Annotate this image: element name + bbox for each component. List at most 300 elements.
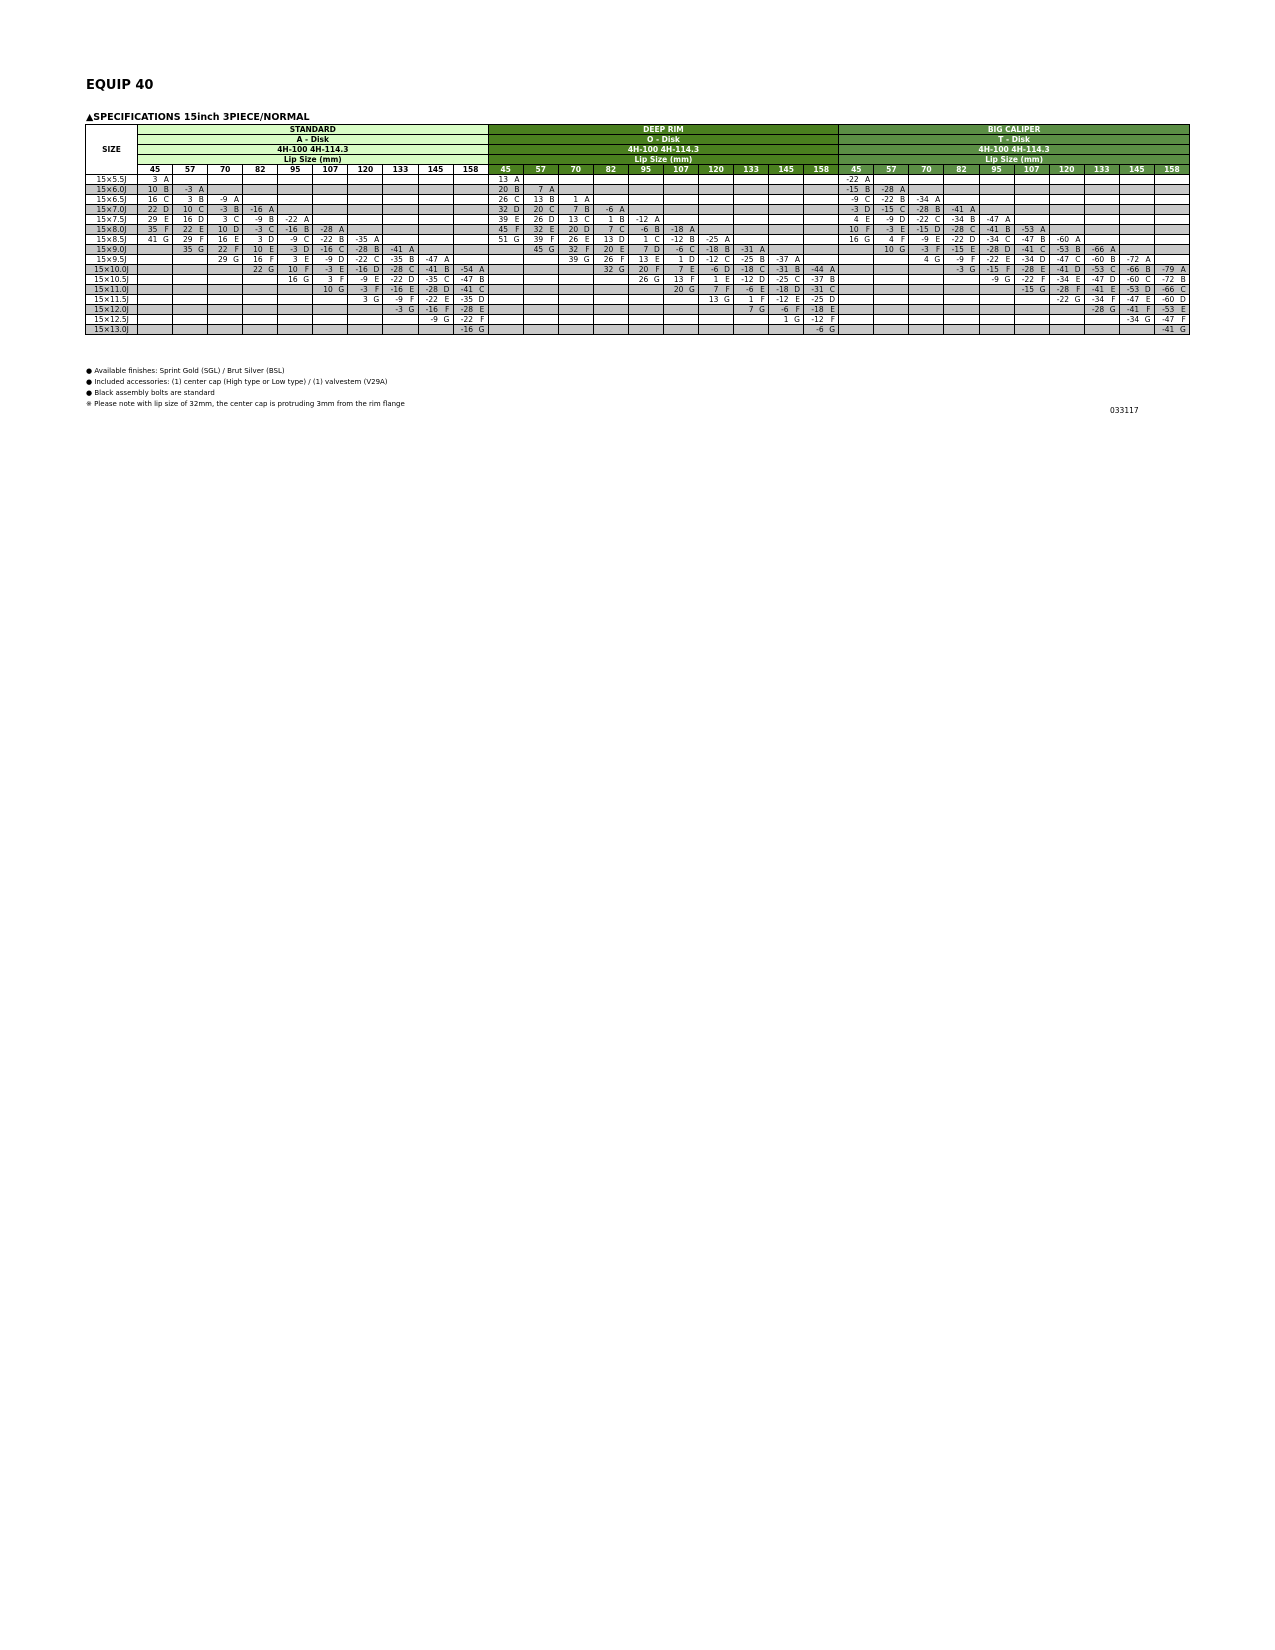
offset-cell: [208, 215, 243, 225]
disk-letter: B: [759, 255, 765, 264]
offset-value: -22: [390, 275, 403, 284]
offset-value: 10: [218, 225, 228, 234]
offset-cell: [804, 185, 839, 195]
offset-cell: [769, 245, 804, 255]
table-row: [86, 215, 1190, 225]
offset-value: -28: [1091, 305, 1105, 314]
offset-cell: [173, 265, 208, 275]
disk-letter: A: [479, 265, 485, 274]
disk-letter: G: [303, 275, 310, 284]
offset-value: -18: [776, 285, 789, 294]
offset-cell: [1084, 285, 1119, 295]
disk-letter: D: [478, 295, 485, 304]
offset-cell: [348, 265, 383, 275]
offset-cell: [1014, 185, 1049, 195]
offset-cell: [1049, 205, 1084, 215]
offset-value: -31: [741, 245, 754, 254]
disk-letter: E: [830, 305, 836, 314]
offset-value: -3: [921, 245, 929, 254]
offset-cell: [628, 275, 663, 285]
disk-letter: G: [163, 235, 169, 244]
offset-value: -35: [390, 255, 403, 264]
disk-letter: C: [1075, 255, 1081, 264]
offset-cell: [804, 255, 839, 265]
offset-cell: [1119, 285, 1154, 295]
offset-cell: [418, 245, 453, 255]
offset-cell: [523, 235, 558, 245]
offset-cell: [804, 315, 839, 325]
offset-value: -18: [706, 245, 719, 254]
offset-cell: [909, 265, 944, 275]
offset-cell: [874, 325, 909, 335]
offset-value: -60: [1091, 255, 1105, 264]
offset-cell: [979, 245, 1014, 255]
offset-value: -22: [1021, 275, 1034, 284]
disk-letter: E: [444, 295, 450, 304]
offset-cell: [418, 175, 453, 185]
offset-cell: [558, 325, 593, 335]
offset-cell: [243, 315, 278, 325]
offset-value: -22: [460, 315, 473, 324]
offset-value: -6: [816, 325, 824, 334]
offset-cell: [593, 315, 628, 325]
lip-size-deep-107: 107: [663, 165, 698, 175]
offset-cell: [278, 255, 313, 265]
offset-cell: [558, 265, 593, 275]
disk-letter: G: [443, 315, 450, 324]
offset-cell: [348, 215, 383, 225]
offset-cell: [1014, 245, 1049, 255]
offset-cell: [699, 225, 734, 235]
disk-letter: G: [583, 255, 590, 264]
offset-cell: [734, 225, 769, 235]
offset-cell: [909, 225, 944, 235]
offset-cell: [734, 195, 769, 205]
offset-cell: [1154, 235, 1189, 245]
offset-cell: [558, 225, 593, 235]
offset-cell: [1154, 275, 1189, 285]
disk-letter: E: [619, 245, 625, 254]
offset-cell: [453, 315, 488, 325]
offset-cell: [1084, 305, 1119, 315]
offset-cell: [839, 315, 874, 325]
offset-value: -6: [746, 285, 754, 294]
disk-letter: E: [374, 275, 380, 284]
offset-value: 32: [533, 225, 544, 234]
disk-letter: A: [303, 215, 310, 224]
offset-cell: [138, 295, 173, 305]
offset-value: -3: [886, 225, 894, 234]
offset-value: -60: [1056, 235, 1070, 244]
offset-cell: [313, 185, 348, 195]
offset-cell: [769, 295, 804, 305]
offset-value: -28: [1056, 285, 1070, 294]
disk-letter: E: [760, 285, 765, 294]
disk-letter: D: [618, 235, 625, 244]
offset-cell: [488, 305, 523, 315]
offset-cell: [523, 175, 558, 185]
offset-cell: [243, 245, 278, 255]
offset-value: 45: [498, 225, 509, 234]
disk-letter: A: [584, 195, 590, 204]
offset-cell: [804, 295, 839, 305]
lip-size-deep-45: 45: [488, 165, 523, 175]
offset-cell: [488, 225, 523, 235]
offset-value: 1: [608, 215, 614, 224]
disk-letter: D: [198, 215, 204, 224]
offset-cell: [1154, 265, 1189, 275]
offset-cell: [243, 325, 278, 335]
offset-cell: [944, 315, 979, 325]
offset-value: 3: [187, 195, 193, 204]
disk-letter: C: [689, 245, 695, 254]
disk-letter: A: [970, 205, 976, 214]
offset-cell: [1049, 305, 1084, 315]
offset-cell: [418, 275, 453, 285]
note-item: ※ Please note with lip size of 32mm, the center cap is protruding 3mm from the rim flange: [86, 400, 405, 408]
offset-value: -66: [1091, 245, 1105, 254]
offset-cell: [663, 285, 698, 295]
disk-letter: A: [1005, 215, 1011, 224]
offset-value: -22: [320, 235, 333, 244]
disk-letter: C: [1005, 235, 1011, 244]
disk-letter: E: [900, 225, 906, 234]
disk-letter: D: [443, 285, 450, 294]
disk-letter: C: [409, 265, 415, 274]
lip-size-standard-145: 145: [418, 165, 453, 175]
offset-cell: [348, 285, 383, 295]
lip-size-standard-107: 107: [313, 165, 348, 175]
offset-value: -79: [1162, 265, 1175, 274]
offset-cell: [558, 185, 593, 195]
offset-cell: [348, 315, 383, 325]
disk-letter: E: [1110, 285, 1116, 294]
offset-cell: [804, 265, 839, 275]
disk-letter: E: [970, 245, 976, 254]
group-disk-deep: O - Disk: [488, 135, 839, 145]
offset-value: -31: [776, 265, 789, 274]
disk-letter: E: [690, 265, 695, 274]
offset-cell: [593, 175, 628, 185]
offset-cell: [979, 285, 1014, 295]
disk-letter: D: [513, 205, 520, 214]
offset-cell: [418, 315, 453, 325]
offset-value: -37: [811, 275, 824, 284]
offset-cell: [278, 285, 313, 295]
offset-cell: [1084, 325, 1119, 335]
offset-cell: [734, 235, 769, 245]
lip-size-label-standard: Lip Size (mm): [138, 155, 489, 165]
lip-size-deep-57: 57: [523, 165, 558, 175]
offset-value: -9: [325, 255, 333, 264]
disk-letter: B: [724, 245, 730, 254]
offset-cell: [699, 325, 734, 335]
offset-cell: [1154, 185, 1189, 195]
disk-letter: B: [444, 265, 450, 274]
offset-cell: [453, 235, 488, 245]
offset-cell: [313, 325, 348, 335]
offset-value: -34: [1126, 315, 1140, 324]
disk-letter: D: [373, 265, 380, 274]
offset-cell: [313, 305, 348, 315]
offset-cell: [874, 195, 909, 205]
disk-letter: C: [794, 275, 800, 284]
offset-cell: [523, 195, 558, 205]
offset-cell: [1154, 205, 1189, 215]
disk-letter: A: [409, 245, 415, 254]
offset-cell: [944, 175, 979, 185]
offset-cell: [138, 265, 173, 275]
disk-letter: A: [339, 225, 345, 234]
disk-letter: A: [444, 255, 450, 264]
disk-letter: E: [725, 275, 730, 284]
disk-letter: F: [515, 225, 520, 234]
row-size: 15×9.5J: [86, 255, 138, 265]
offset-cell: [208, 265, 243, 275]
lip-size-big-158: 158: [1154, 165, 1189, 175]
offset-cell: [1154, 215, 1189, 225]
offset-value: -41: [986, 225, 999, 234]
offset-cell: [1119, 325, 1154, 335]
offset-cell: [173, 185, 208, 195]
offset-value: -18: [741, 265, 754, 274]
offset-cell: [138, 235, 173, 245]
offset-value: 20: [638, 265, 649, 274]
offset-cell: [804, 275, 839, 285]
disk-letter: G: [1144, 315, 1151, 324]
offset-cell: [804, 205, 839, 215]
disk-letter: G: [934, 255, 941, 264]
offset-cell: [944, 305, 979, 315]
offset-cell: [593, 305, 628, 315]
offset-cell: [944, 205, 979, 215]
offset-cell: [979, 205, 1014, 215]
row-size: 15×7.0J: [86, 205, 138, 215]
disk-letter: A: [864, 175, 871, 184]
offset-value: 4: [853, 215, 859, 224]
disk-letter: D: [1039, 255, 1046, 264]
header-row: [86, 145, 1190, 155]
offset-cell: [1049, 295, 1084, 305]
offset-cell: [628, 245, 663, 255]
offset-cell: [1049, 325, 1084, 335]
disk-letter: F: [725, 285, 730, 294]
offset-cell: [593, 205, 628, 215]
offset-value: -28: [390, 265, 403, 274]
offset-cell: [1154, 285, 1189, 295]
offset-value: -53: [1021, 225, 1034, 234]
disk-letter: E: [1040, 265, 1046, 274]
offset-value: -47: [1091, 275, 1105, 284]
offset-cell: [839, 295, 874, 305]
disk-letter: D: [303, 245, 310, 254]
offset-cell: [173, 225, 208, 235]
header-row-group: [86, 125, 1190, 135]
offset-value: -6: [675, 245, 684, 254]
offset-cell: [663, 265, 698, 275]
table-row: [86, 295, 1190, 305]
offset-cell: [874, 315, 909, 325]
disk-letter: F: [830, 315, 836, 324]
disk-letter: E: [1145, 295, 1151, 304]
offset-cell: [523, 325, 558, 335]
offset-cell: [944, 275, 979, 285]
offset-cell: [909, 215, 944, 225]
offset-cell: [1119, 315, 1154, 325]
offset-value: -53: [1126, 285, 1140, 294]
row-size: 15×11.0J: [86, 285, 138, 295]
offset-value: 32: [498, 205, 509, 214]
lip-size-big-82: 82: [944, 165, 979, 175]
offset-cell: [173, 275, 208, 285]
offset-cell: [1084, 315, 1119, 325]
offset-value: 13: [708, 295, 719, 304]
disk-letter: F: [865, 225, 871, 234]
offset-cell: [1049, 235, 1084, 245]
row-size: 15×12.5J: [86, 315, 138, 325]
offset-cell: [348, 225, 383, 235]
offset-cell: [1084, 245, 1119, 255]
offset-cell: [173, 325, 208, 335]
offset-cell: [208, 315, 243, 325]
offset-cell: [243, 205, 278, 215]
table-row: [86, 245, 1190, 255]
disk-letter: G: [548, 245, 555, 254]
offset-value: -9: [220, 195, 228, 204]
offset-value: -3: [360, 285, 368, 294]
disk-letter: D: [724, 265, 730, 274]
offset-cell: [1049, 225, 1084, 235]
offset-value: 3: [363, 295, 368, 304]
table-row: [86, 315, 1190, 325]
offset-cell: [874, 185, 909, 195]
offset-cell: [663, 185, 698, 195]
offset-cell: [769, 285, 804, 295]
offset-cell: [383, 245, 418, 255]
offset-cell: [558, 235, 593, 245]
offset-cell: [874, 215, 909, 225]
notes-list: [86, 366, 405, 410]
lip-size-big-133: 133: [1084, 165, 1119, 175]
offset-cell: [383, 275, 418, 285]
offset-cell: [769, 315, 804, 325]
offset-value: 32: [568, 245, 579, 254]
offset-cell: [1014, 305, 1049, 315]
offset-cell: [839, 175, 874, 185]
offset-value: -41: [1091, 285, 1105, 294]
disk-letter: A: [198, 185, 204, 194]
offset-cell: [874, 295, 909, 305]
note-item: ● Included accessories: (1) center cap (High type or Low type) / (1) valvestem (V29A): [86, 378, 388, 386]
disk-letter: D: [583, 225, 590, 234]
disk-letter: C: [268, 225, 275, 234]
offset-cell: [208, 195, 243, 205]
offset-cell: [208, 305, 243, 315]
offset-cell: [348, 235, 383, 245]
disk-letter: F: [409, 295, 415, 304]
disk-letter: G: [899, 245, 906, 254]
offset-cell: [383, 295, 418, 305]
offset-cell: [839, 325, 874, 335]
disk-letter: F: [269, 255, 275, 264]
offset-value: -44: [811, 265, 824, 274]
disk-letter: C: [198, 205, 204, 214]
offset-value: -47: [1056, 255, 1070, 264]
disk-letter: A: [549, 185, 555, 194]
offset-cell: [243, 225, 278, 235]
offset-value: 1: [748, 295, 754, 304]
offset-value: -15: [986, 265, 999, 274]
offset-cell: [313, 235, 348, 245]
disk-letter: F: [234, 245, 239, 254]
offset-cell: [1119, 195, 1154, 205]
offset-cell: [243, 255, 278, 265]
offset-cell: [1014, 205, 1049, 215]
offset-cell: [874, 205, 909, 215]
offset-cell: [769, 205, 804, 215]
offset-cell: [593, 255, 628, 265]
disk-letter: C: [1145, 275, 1151, 284]
disk-letter: E: [549, 225, 555, 234]
offset-value: 16: [182, 215, 193, 224]
offset-cell: [769, 175, 804, 185]
offset-cell: [523, 255, 558, 265]
offset-cell: [628, 185, 663, 195]
offset-cell: [1049, 285, 1084, 295]
disk-letter: B: [970, 215, 976, 224]
offset-cell: [1119, 295, 1154, 305]
offset-value: -12: [671, 235, 684, 244]
offset-cell: [874, 175, 909, 185]
offset-cell: [944, 325, 979, 335]
offset-cell: [874, 225, 909, 235]
offset-cell: [278, 185, 313, 195]
offset-cell: [699, 215, 734, 225]
offset-value: -28: [320, 225, 333, 234]
disk-letter: A: [724, 235, 730, 244]
offset-value: -34: [1021, 255, 1034, 264]
offset-value: -3: [325, 265, 333, 274]
offset-cell: [944, 195, 979, 205]
offset-cell: [699, 295, 734, 305]
offset-cell: [944, 295, 979, 305]
offset-cell: [1154, 295, 1189, 305]
offset-cell: [699, 275, 734, 285]
offset-cell: [383, 185, 418, 195]
offset-cell: [558, 305, 593, 315]
offset-cell: [453, 225, 488, 235]
offset-cell: [593, 245, 628, 255]
offset-value: -28: [460, 305, 473, 314]
disk-letter: C: [724, 255, 730, 264]
offset-value: 13: [603, 235, 614, 244]
header-row: [86, 165, 1190, 175]
offset-value: 39: [533, 235, 544, 244]
offset-cell: [628, 235, 663, 245]
offset-cell: [839, 275, 874, 285]
offset-cell: [839, 235, 874, 245]
offset-cell: [874, 285, 909, 295]
offset-cell: [699, 175, 734, 185]
disk-letter: D: [548, 215, 555, 224]
offset-value: -15: [881, 205, 894, 214]
header-row: [86, 135, 1190, 145]
row-size: 15×13.0J: [86, 325, 138, 335]
offset-cell: [874, 275, 909, 285]
section-subtitle: ▲SPECIFICATIONS 15inch 3PIECE/NORMAL: [86, 112, 310, 123]
offset-cell: [1014, 195, 1049, 205]
disk-letter: D: [268, 235, 275, 244]
